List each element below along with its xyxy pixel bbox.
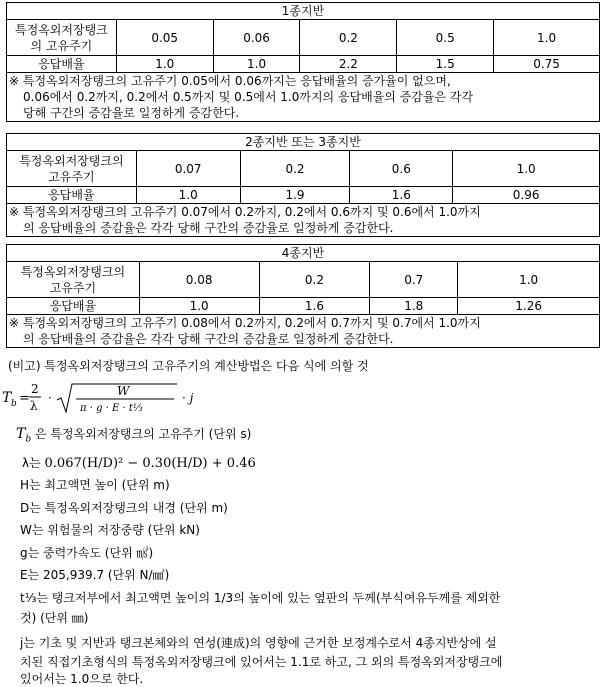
response-value: 1.5 bbox=[397, 56, 494, 73]
def-g: g는 중력가속도 (단위 ㎨) bbox=[20, 546, 154, 560]
formula-sqrt-den: π · g · E · t⅓ bbox=[80, 403, 143, 414]
response-value: 1.6 bbox=[350, 187, 453, 204]
def-tb-symbol: T bbox=[16, 426, 26, 442]
response-label: 응답배율 bbox=[7, 187, 137, 204]
def-tb-sub: b bbox=[25, 434, 32, 445]
note-line: ※ 특정옥외저장탱크의 고유주기 0.07에서 0.2까지, 0.2에서 0.6까지 및 0.6에서 1.0까지 bbox=[9, 205, 481, 219]
period-label: 특정옥외저장탱크 의 고유주기 bbox=[7, 20, 117, 56]
period-value: 0.2 bbox=[259, 262, 370, 298]
section2-table bbox=[6, 133, 600, 237]
def-lambda-prefix: λ는 bbox=[22, 456, 41, 470]
section2-title: 2종지반 또는 3종지반 bbox=[7, 134, 600, 151]
period-value: 1.0 bbox=[458, 262, 600, 298]
svg-text:=: = bbox=[19, 391, 30, 406]
section1-note bbox=[7, 73, 600, 122]
section3-note bbox=[7, 315, 600, 348]
note-line: 의 응답배율의 증감율은 각각 당해 구간의 증감율로 일정하게 증감한다. bbox=[23, 221, 394, 235]
response-value: 1.0 bbox=[116, 56, 213, 73]
note-line: 0.06에서 0.2까지, 0.2에서 0.5까지 및 0.5에서 1.0까지의 응답배율의 증감율은 각각 bbox=[23, 90, 474, 104]
response-value: 1.0 bbox=[213, 56, 300, 73]
section3-title: 4종지반 bbox=[7, 245, 600, 262]
response-value: 0.75 bbox=[494, 56, 600, 73]
note-line: 당해 구간의 증감율로 일정하게 증감한다. bbox=[23, 106, 240, 120]
period-value: 0.2 bbox=[240, 151, 350, 187]
period-value: 1.0 bbox=[494, 20, 600, 56]
def-j-line1: j는 기초 및 지반과 탱크본체와의 연성(連成)의 영향에 근거한 보정계수로서 4종지반상에 설 bbox=[20, 636, 497, 650]
period-label: 특정옥외저장탱크의 고유주기 bbox=[7, 151, 137, 187]
period-value: 0.05 bbox=[116, 20, 213, 56]
period-value: 0.08 bbox=[139, 262, 259, 298]
period-value: 0.5 bbox=[397, 20, 494, 56]
period-value: 0.06 bbox=[213, 20, 300, 56]
section3-table bbox=[6, 244, 600, 348]
svg-text:·: · bbox=[48, 391, 52, 405]
formula-lhs: T bbox=[2, 390, 12, 406]
def-tb-text: 은 특정옥외저장탱크의 고유주기 (단위 s) bbox=[34, 427, 252, 441]
note-line: ※ 특정옥외저장탱크의 고유주기 0.05에서 0.06까지는 응답배율의 증가율이 없으며, bbox=[9, 74, 451, 88]
period-label: 특정옥외저장탱크의 고유주기 bbox=[7, 262, 140, 298]
response-value: 1.26 bbox=[458, 298, 600, 315]
def-h: H는 최고액면 높이 (단위 m) bbox=[20, 478, 170, 492]
response-value: 0.96 bbox=[453, 187, 600, 204]
note-line: 의 응답배율의 증감율은 각각 당해 구간의 증감율로 일정하게 증감한다. bbox=[23, 332, 394, 346]
formula-lhs-sub: b bbox=[11, 399, 17, 409]
section1-table bbox=[6, 2, 600, 122]
def-lambda bbox=[22, 455, 256, 472]
def-d: D는 특정옥외저장탱크의 내경 (단위 m) bbox=[20, 501, 228, 515]
def-j-line3: 있어서는 1.0으로 한다. bbox=[20, 672, 144, 686]
period-value: 0.6 bbox=[350, 151, 453, 187]
def-w: W는 위험물의 저장중량 (단위 kN) bbox=[20, 523, 200, 537]
section2-note bbox=[7, 204, 600, 237]
response-value: 1.8 bbox=[370, 298, 458, 315]
period-value: 1.0 bbox=[453, 151, 600, 187]
response-value: 2.2 bbox=[300, 56, 397, 73]
section1-title: 1종지반 bbox=[7, 3, 600, 20]
response-value: 1.0 bbox=[139, 298, 259, 315]
response-value: 1.6 bbox=[259, 298, 370, 315]
def-lambda-expr: 0.067(H/D)² − 0.30(H/D) + 0.46 bbox=[44, 456, 256, 471]
def-e: E는 205,939.7 (단위 N/㎟) bbox=[20, 568, 170, 582]
def-t-line1: t⅓는 탱크저부에서 최고액면 높이의 1/3의 높이에 있는 옆판의 두께(부식여유두께를 제외한 bbox=[20, 591, 501, 605]
response-value: 1.9 bbox=[240, 187, 350, 204]
remarks-intro: (비고) 특정옥외저장탱크의 고유주기의 계산방법은 다음 식에 의할 것 bbox=[8, 359, 369, 373]
response-label: 응답배율 bbox=[7, 298, 140, 315]
period-value: 0.2 bbox=[300, 20, 397, 56]
period-value: 0.7 bbox=[370, 262, 458, 298]
response-value: 1.0 bbox=[136, 187, 240, 204]
formula-frac-den: λ bbox=[30, 399, 38, 413]
period-formula bbox=[2, 380, 212, 416]
formula-frac-num: 2 bbox=[31, 382, 39, 396]
note-line: ※ 특정옥외저장탱크의 고유주기 0.08에서 0.2까지, 0.2에서 0.7까지 및 0.7에서 1.0까지 bbox=[9, 316, 481, 330]
def-tb bbox=[16, 426, 251, 447]
def-j-line2: 치된 직접기초형식의 특정옥외저장탱크에 있어서는 1.1로 하고, 그 외의 특정옥외저장탱크에 bbox=[20, 655, 503, 669]
def-t-line2: 것) (단위 ㎜) bbox=[20, 611, 89, 625]
formula-tail: · j bbox=[182, 391, 194, 405]
formula-sqrt-num: W bbox=[117, 384, 130, 398]
response-label: 응답배율 bbox=[7, 56, 117, 73]
period-value: 0.07 bbox=[136, 151, 240, 187]
